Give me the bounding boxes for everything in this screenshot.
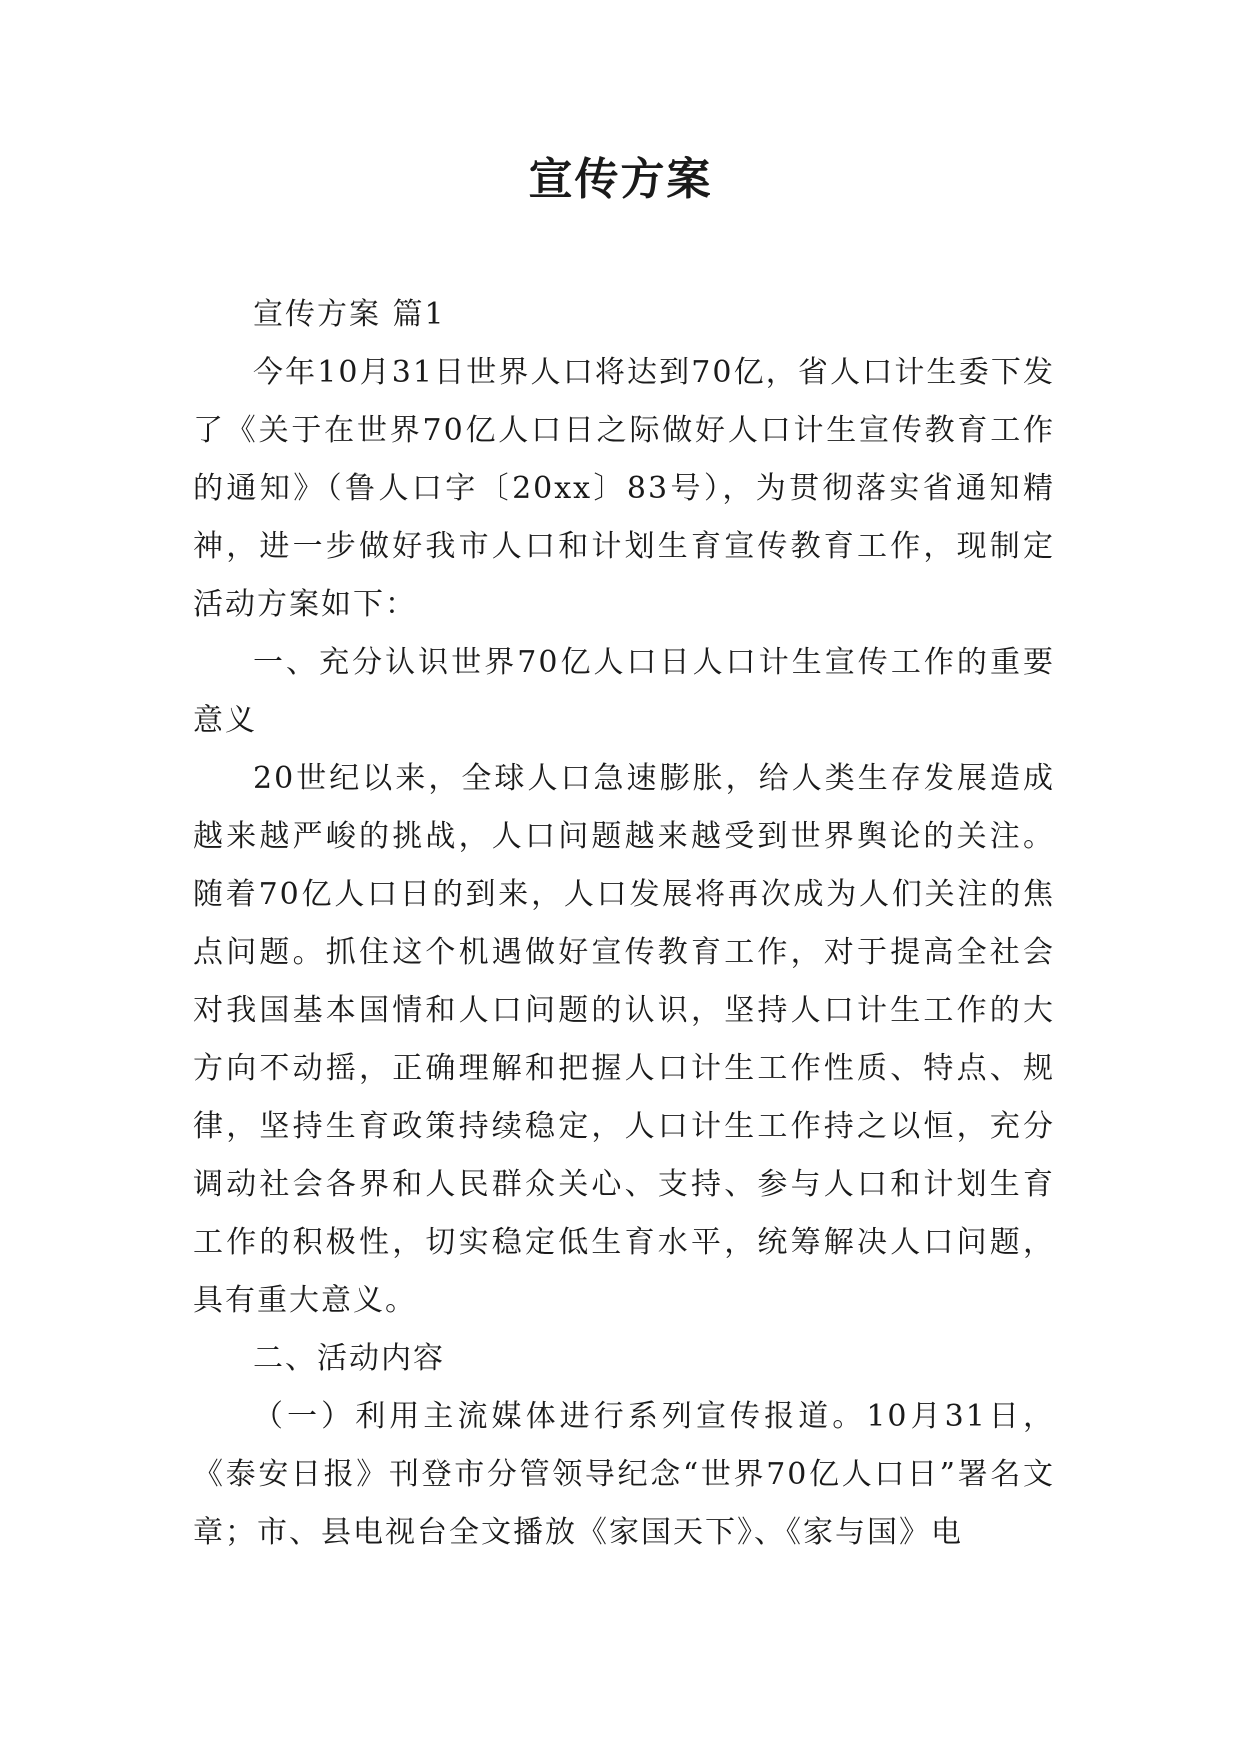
document-body [193, 286, 1055, 1562]
section-heading-activities: 二、活动内容 [253, 1341, 445, 1376]
section-heading-article: 宣传方案 篇1 [253, 297, 446, 332]
section-heading-significance: 一、充分认识世界70亿人口日人口计生宣传工作的重要意义 [193, 645, 1055, 738]
document-title: 宣传方案 [528, 154, 713, 205]
intro-paragraph: 今年10月31日世界人口将达到70亿，省人口计生委下发了《关于在世界70亿人口日之际做好人口计生宣传教育工作的通知》（鲁人口字〔20xx〕83号），为贯彻落实省通知精神，进一步做好我市人口和计划生育宣传教育工作，现制定活动方案如下： [193, 355, 1055, 622]
significance-paragraph: 20世纪以来，全球人口急速膨胀，给人类生存发展造成越来越严峻的挑战，人口问题越来越受到世界舆论的关注。随着70亿人口日的到来，人口发展将再次成为人们关注的焦点问题。抓住这个机遇做好宣传教育工作，对于提高全社会对我国基本国情和人口问题的认识，坚持人口计生工作的大方向不动摇，正确理解和把握人口计生工作性质、特点、规律，坚持生育政策持续稳定，人口计生工作持之以恒，充分调动社会各界和人民群众关心、支持、参与人口和计划生育工作的积极性，切实稳定低生育水平，统筹解决人口问题，具有重大意义。 [193, 761, 1055, 1318]
activity-item-1: （一）利用主流媒体进行系列宣传报道。10月31日，《泰安日报》刊登市分管领导纪念“世界70亿人口日”署名文章；市、县电视台全文播放《家国天下》、《家与国》电 [193, 1399, 1055, 1550]
